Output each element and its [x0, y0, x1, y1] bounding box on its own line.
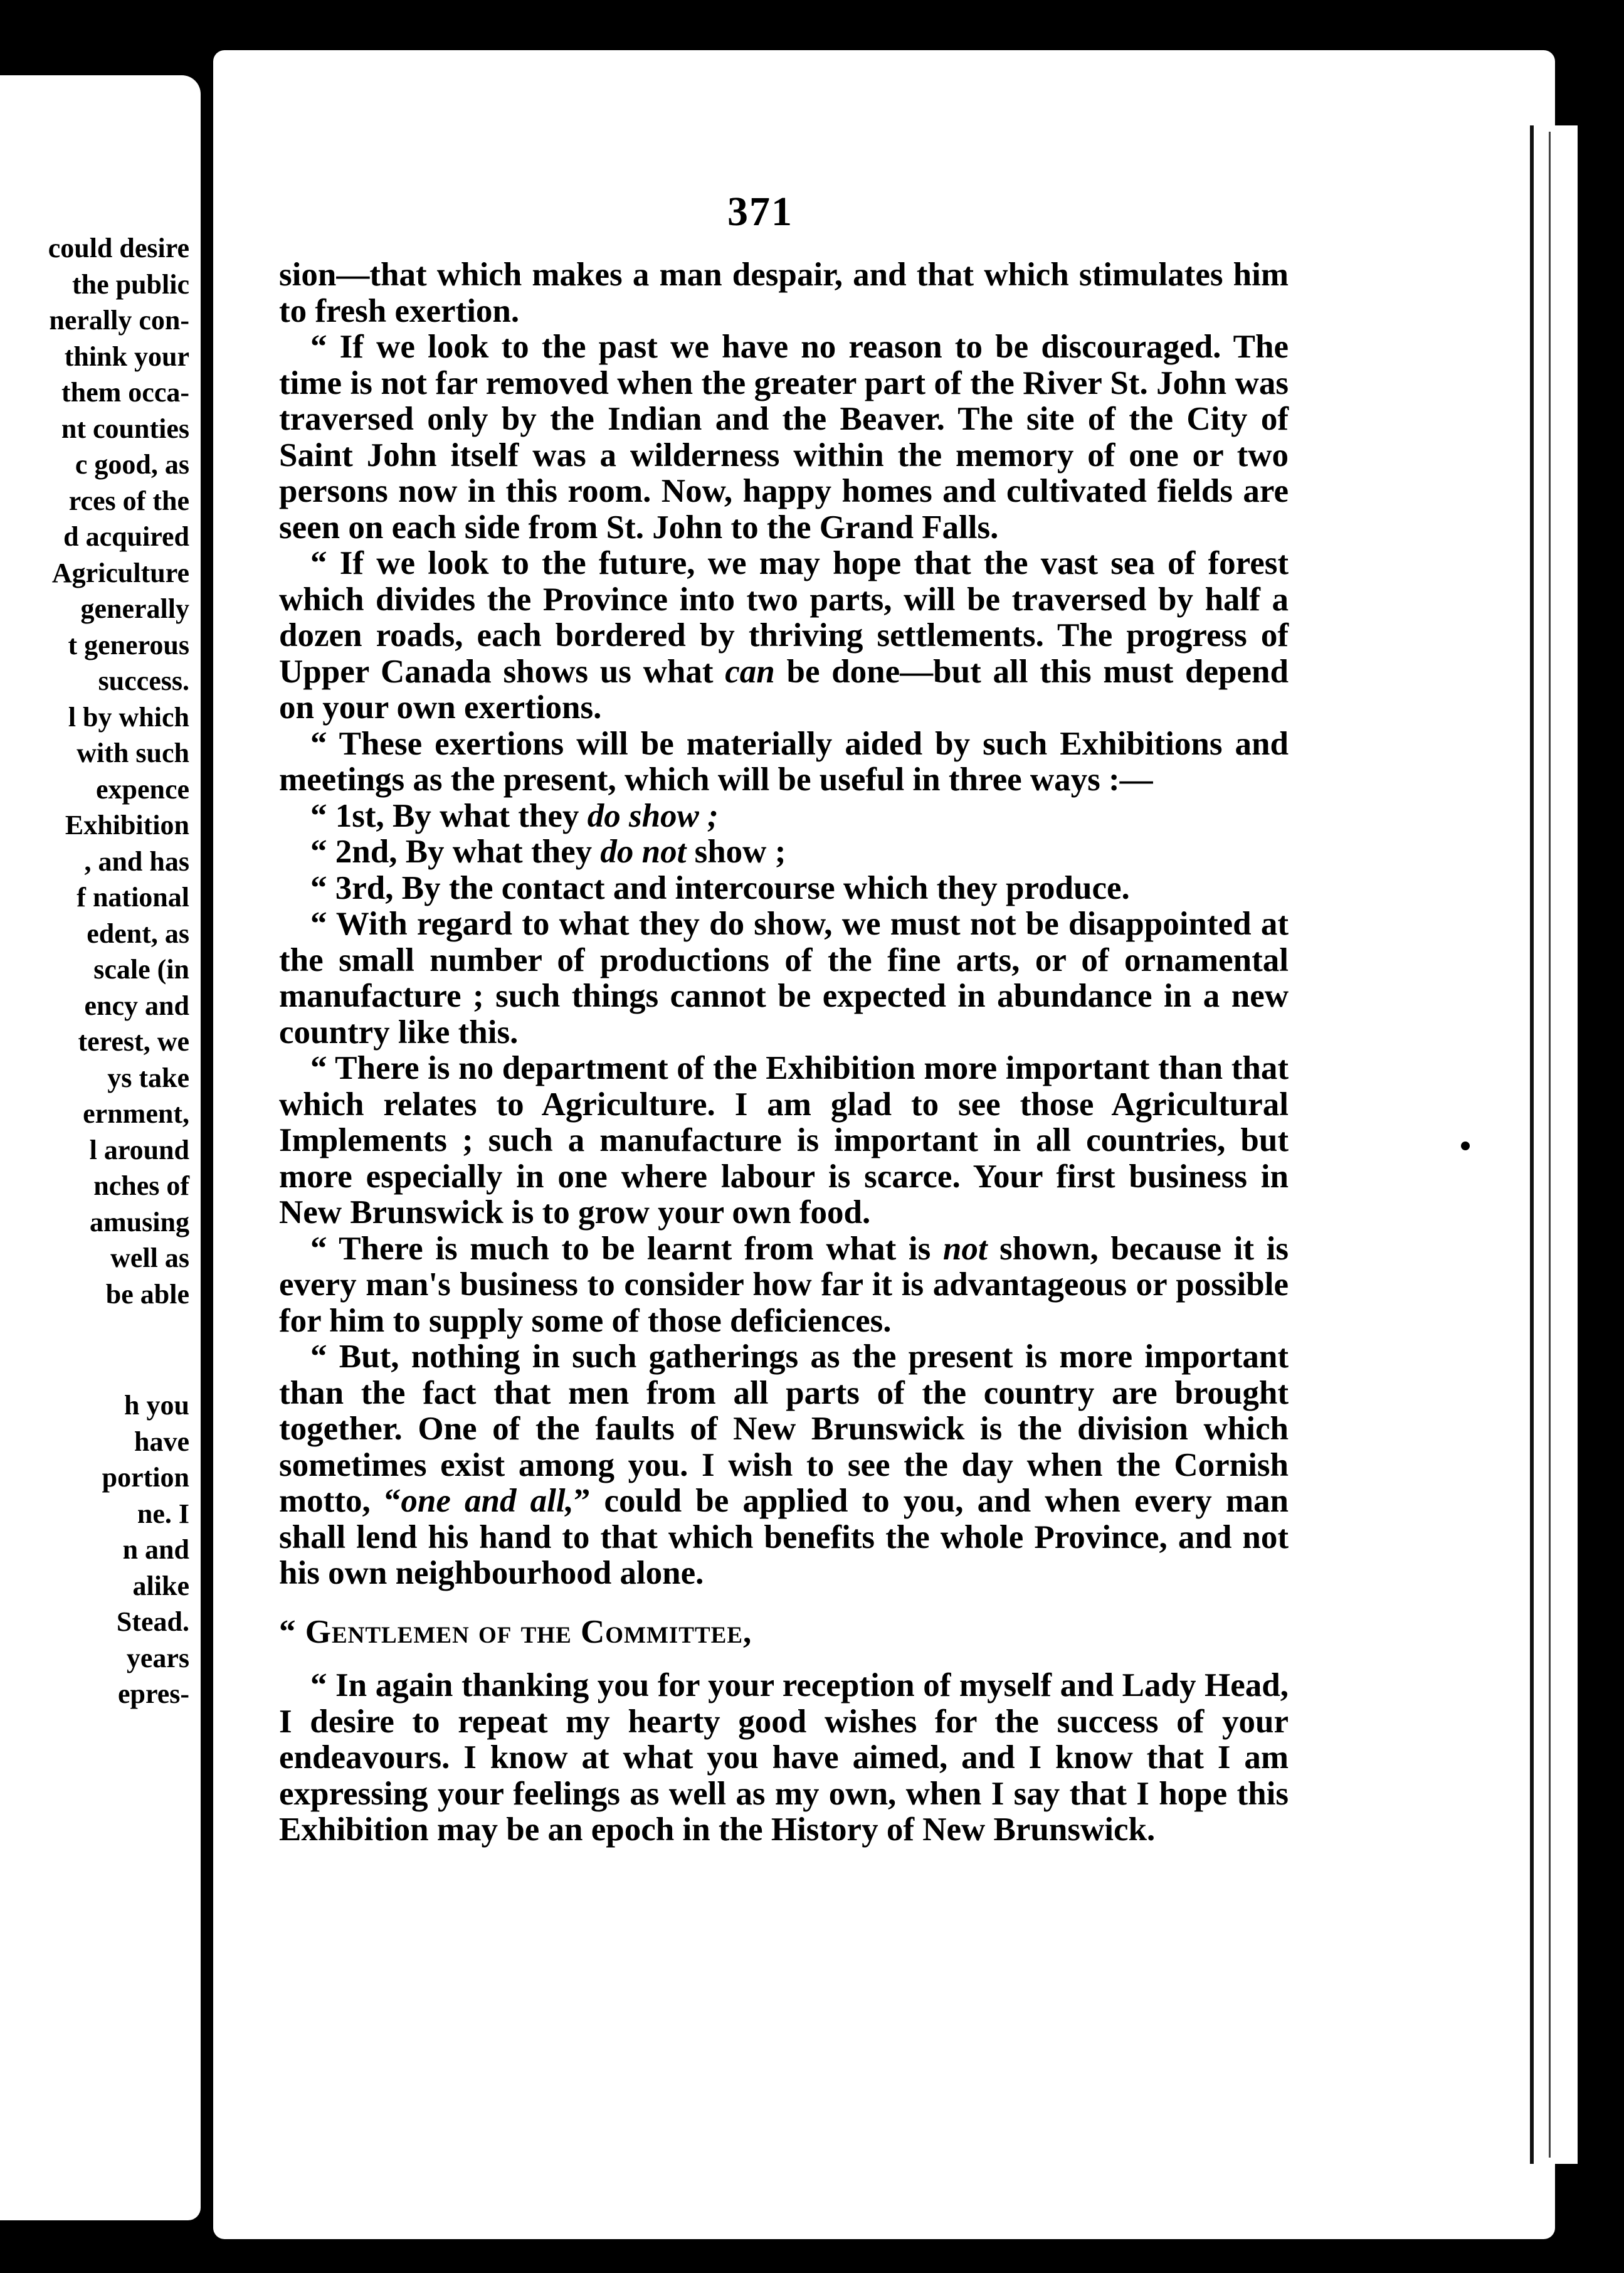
ink-dot: [1461, 1142, 1470, 1150]
paragraph-8: “ With regard to what they do show, we must not be disappointed at the small number of productions of the fine arts, or of ornamental manufacture ; such things cannot be expected in abundance in a new country like this.: [279, 906, 1289, 1051]
left-page-line: nerally con-: [49, 305, 189, 336]
paragraph-9: “ There is no department of the Exhibition more important than that which relates to Agriculture. I am glad to see those Agricultural Implements ; such a manufacture is important in all countries, but more especially in one where labour is scarce. Your first business in New Brunswick is to grow your own food.: [279, 1050, 1289, 1231]
page-number: 371: [727, 189, 793, 235]
left-page-line: , and has: [84, 845, 189, 877]
left-page-line: expence: [95, 773, 189, 805]
left-page-line: amusing: [90, 1206, 189, 1237]
left-page-line: them occa-: [61, 377, 189, 408]
left-page-line: generally: [80, 593, 189, 624]
left-page-line: epres-: [117, 1678, 189, 1709]
paragraph-2: “ If we look to the past we have no reason to be discouraged. The time is not far removed when the greater part of the River St. John was traversed only by the Indian and the Beaver. The site of the City of Saint John itself was a wilderness within the memory of one or two persons now in this room. Now, happy homes and cultivated fields are seen on each side from St. John to the Grand Falls.: [279, 329, 1289, 546]
paragraph-4: “ These exertions will be materially aided by such Exhibitions and meetings as the present, which will be useful in three ways :—: [279, 725, 1289, 798]
left-page-line: f national: [76, 882, 189, 913]
left-page-line: portion: [102, 1462, 189, 1493]
paragraph-10: “ There is much to be learnt from what is not shown, because it is every man's business to consider how far it is advantageous or possible for him to supply some of those deficiences.: [279, 1230, 1289, 1339]
paragraph-7: “ 3rd, By the contact and intercourse which they produce.: [310, 869, 1130, 906]
left-page-line: ernment,: [83, 1098, 189, 1129]
paragraph-11: “ But, nothing in such gatherings as the present is more important than the fact that men from all parts of the country are brought together. One of the faults of New Brunswick is the division which sometimes exist among you. I wish to see the day when the Cornish motto, “one and all,” could be applied to you, and when every man shall lend his hand to that which benefits the whole Province, and not his own neighbourhood alone.: [279, 1338, 1289, 1591]
paragraph-1: sion—that which makes a man despair, and that which stimulates him to fresh exertion.: [279, 257, 1289, 329]
left-page-line: n and: [122, 1534, 189, 1565]
left-page-line: think your: [64, 341, 189, 372]
left-page-line: h you: [124, 1390, 189, 1421]
paragraph-3: “ If we look to the future, we may hope that the vast sea of forest which divides the Province into two parts, will be traversed by half a dozen roads, each bordered by thriving settlements. The progress of Upper Canada shows us what can be done—but all this must depend on your own exertions.: [279, 545, 1289, 726]
body-text: [279, 257, 1289, 1848]
left-page-line: the public: [71, 268, 189, 300]
left-page-line: rces of the: [68, 485, 189, 516]
left-page-line: ys take: [107, 1062, 189, 1093]
previous-page-fragment: [0, 75, 201, 2220]
page-edge-inner: [1549, 132, 1563, 2158]
paragraph-5: “ 1st, By what they do show ;: [310, 797, 719, 834]
left-page-line: success.: [98, 665, 189, 696]
left-page-line: could desire: [48, 233, 189, 263]
left-page-line: with such: [76, 738, 189, 768]
left-page-line: scale (in: [93, 954, 189, 985]
left-page-line: c good, as: [75, 449, 189, 480]
left-page-line: edent, as: [87, 918, 189, 949]
left-page-line: have: [134, 1426, 189, 1457]
left-page-line: t generous: [68, 629, 189, 660]
left-page-line: be able: [105, 1278, 189, 1310]
left-page-line: ency and: [84, 990, 189, 1021]
salutation: “ Gentlemen of the Committee,: [279, 1613, 752, 1650]
left-page-line: years: [126, 1642, 189, 1673]
left-page-line: terest, we: [78, 1026, 189, 1057]
paragraph-6: “ 2nd, By what they do not show ;: [310, 834, 786, 870]
left-page-line: d acquired: [63, 521, 189, 552]
left-page-line: nt counties: [61, 413, 189, 444]
left-page-line: ne. I: [137, 1498, 189, 1529]
left-page-line: alike: [132, 1570, 189, 1601]
paragraph-12: “ In again thanking you for your reception of myself and Lady Head, I desire to repeat my hearty good wishes for the success of your endeavours. I know at what you have aimed, and I know that I am expressing your feelings as well as my own, when I say that I hope this Exhibition may be an epoch in the History of New Brunswick.: [279, 1667, 1289, 1848]
left-page-line: Agriculture: [51, 557, 189, 588]
left-page-line: Exhibition: [65, 810, 189, 840]
left-page-line: nches of: [93, 1170, 189, 1201]
left-page-line: Stead.: [116, 1606, 189, 1637]
left-page-line: well as: [110, 1242, 189, 1273]
left-page-line: l by which: [68, 701, 189, 733]
left-page-line: l around: [89, 1134, 189, 1165]
